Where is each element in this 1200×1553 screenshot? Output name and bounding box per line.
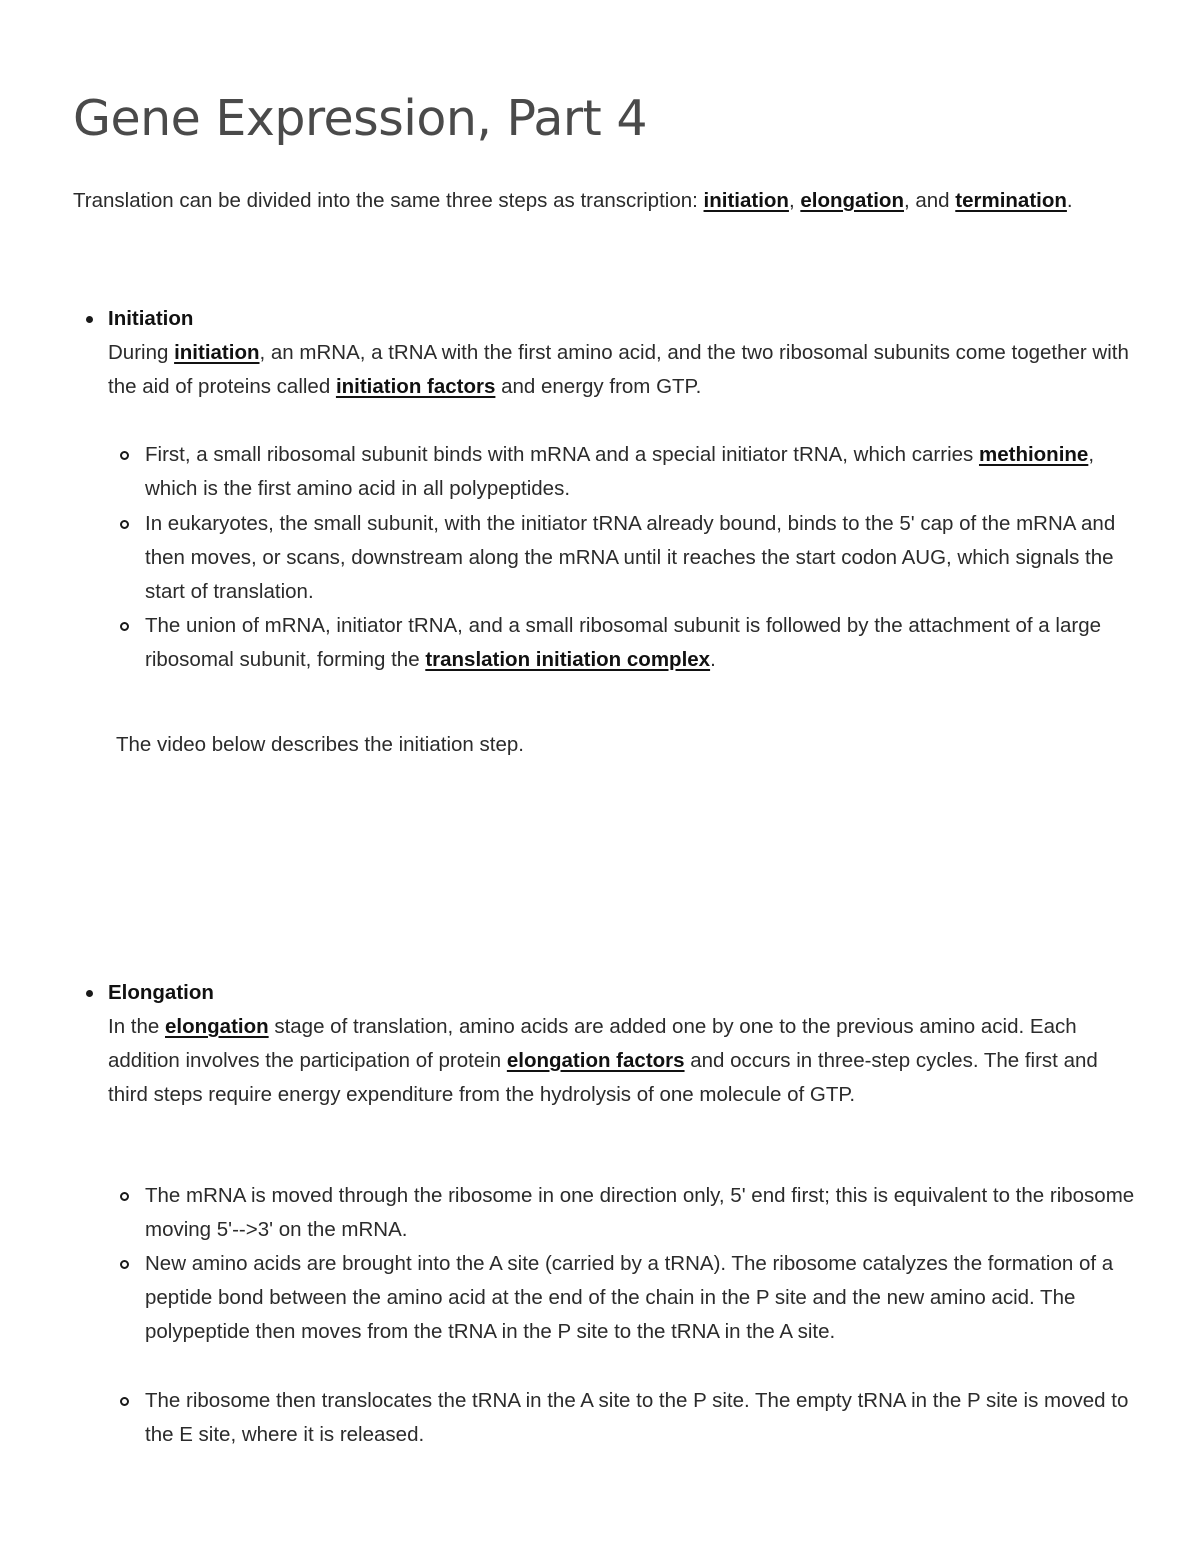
list-item-text: , which is the first amino acid in all polypeptides.	[145, 443, 1095, 500]
sub-bullet-icon	[120, 1192, 129, 1201]
list-item	[145, 438, 1140, 506]
list-item	[145, 1384, 1140, 1452]
video-caption: The video below describes the initiation step.	[116, 733, 524, 756]
list-item	[145, 1247, 1140, 1349]
sub-bullet-icon	[120, 520, 129, 529]
list-item-text: The ribosome then translocates the tRNA in the A site to the P site. The empty tRNA in the P site is moved to the E site, where it is released.	[145, 1389, 1129, 1446]
elongation-text: and occurs in three-step cycles. The first and third steps require energy expenditure from the hydrolysis of one molecule of GTP.	[108, 1049, 1098, 1106]
initiation-text: and energy from GTP.	[495, 375, 702, 398]
intro-paragraph	[73, 184, 1133, 218]
initiation-text: During	[108, 341, 175, 364]
list-item	[145, 507, 1140, 609]
glossary-link-translation-initiation-complex[interactable]: translation initiation complex	[425, 648, 711, 671]
sub-bullet-icon	[120, 451, 129, 460]
glossary-link-termination[interactable]: termination	[955, 189, 1067, 212]
elongation-heading: Elongation	[108, 981, 214, 1004]
initiation-heading: Initiation	[108, 307, 194, 330]
sub-bullet-icon	[120, 1397, 129, 1406]
list-item	[145, 1179, 1140, 1247]
glossary-link-initiation-factors[interactable]: initiation factors	[335, 375, 496, 398]
elongation-text: stage of translation, amino acids are added one by one to the previous amino acid. Each addition involves the participation of protein	[108, 1015, 1077, 1072]
initiation-paragraph	[108, 336, 1138, 404]
list-item-text: The mRNA is moved through the ribosome in one direction only, 5' end first; this is equivalent to the ribosome moving 5'-->3' on the mRNA.	[145, 1184, 1135, 1241]
sub-bullet-icon	[120, 1260, 129, 1269]
intro-text: Translation can be divided into the same three steps as transcription:	[73, 189, 704, 212]
intro-separator: , and	[903, 189, 956, 212]
glossary-link-methionine[interactable]: methionine	[978, 443, 1089, 466]
glossary-link-elongation-factors[interactable]: elongation factors	[506, 1049, 685, 1072]
sub-bullet-icon	[120, 622, 129, 631]
page-title: Gene Expression, Part 4	[73, 90, 648, 147]
intro-period: .	[1066, 189, 1073, 212]
list-item-text: In eukaryotes, the small subunit, with the initiator tRNA already bound, binds to the 5' cap of the mRNA and then moves, or scans, downstream along the mRNA until it reaches the start codon AUG, which signals the start of translation.	[145, 512, 1116, 603]
list-item-text: .	[710, 648, 716, 671]
bullet-icon	[86, 990, 93, 997]
list-item-text: New amino acids are brought into the A site (carried by a tRNA). The ribosome catalyzes the formation of a peptide bond between the amino acid at the end of the chain in the P site and the new amino acid. The polypeptide then moves from the tRNA in the P site to the tRNA in the A site.	[145, 1252, 1114, 1343]
glossary-link-initiation[interactable]: initiation	[703, 189, 789, 212]
initiation-text: , an mRNA, a tRNA with the first amino acid, and the two ribosomal subunits come together with the aid of proteins called	[108, 341, 1129, 398]
bullet-icon	[86, 316, 93, 323]
elongation-paragraph	[108, 1010, 1138, 1112]
elongation-text: In the	[108, 1015, 165, 1038]
glossary-link-initiation[interactable]: initiation	[174, 341, 260, 364]
list-item-text: First, a small ribosomal subunit binds with mRNA and a special initiator tRNA, which carries	[145, 443, 979, 466]
glossary-link-elongation[interactable]: elongation	[165, 1015, 269, 1038]
glossary-link-elongation[interactable]: elongation	[800, 189, 904, 212]
list-item	[145, 609, 1140, 677]
initiation-section	[108, 302, 1138, 404]
list-item-text: The union of mRNA, initiator tRNA, and a small ribosomal subunit is followed by the attachment of a large ribosomal subunit, forming the	[145, 614, 1101, 671]
elongation-section	[108, 976, 1138, 1112]
intro-separator: ,	[788, 189, 801, 212]
